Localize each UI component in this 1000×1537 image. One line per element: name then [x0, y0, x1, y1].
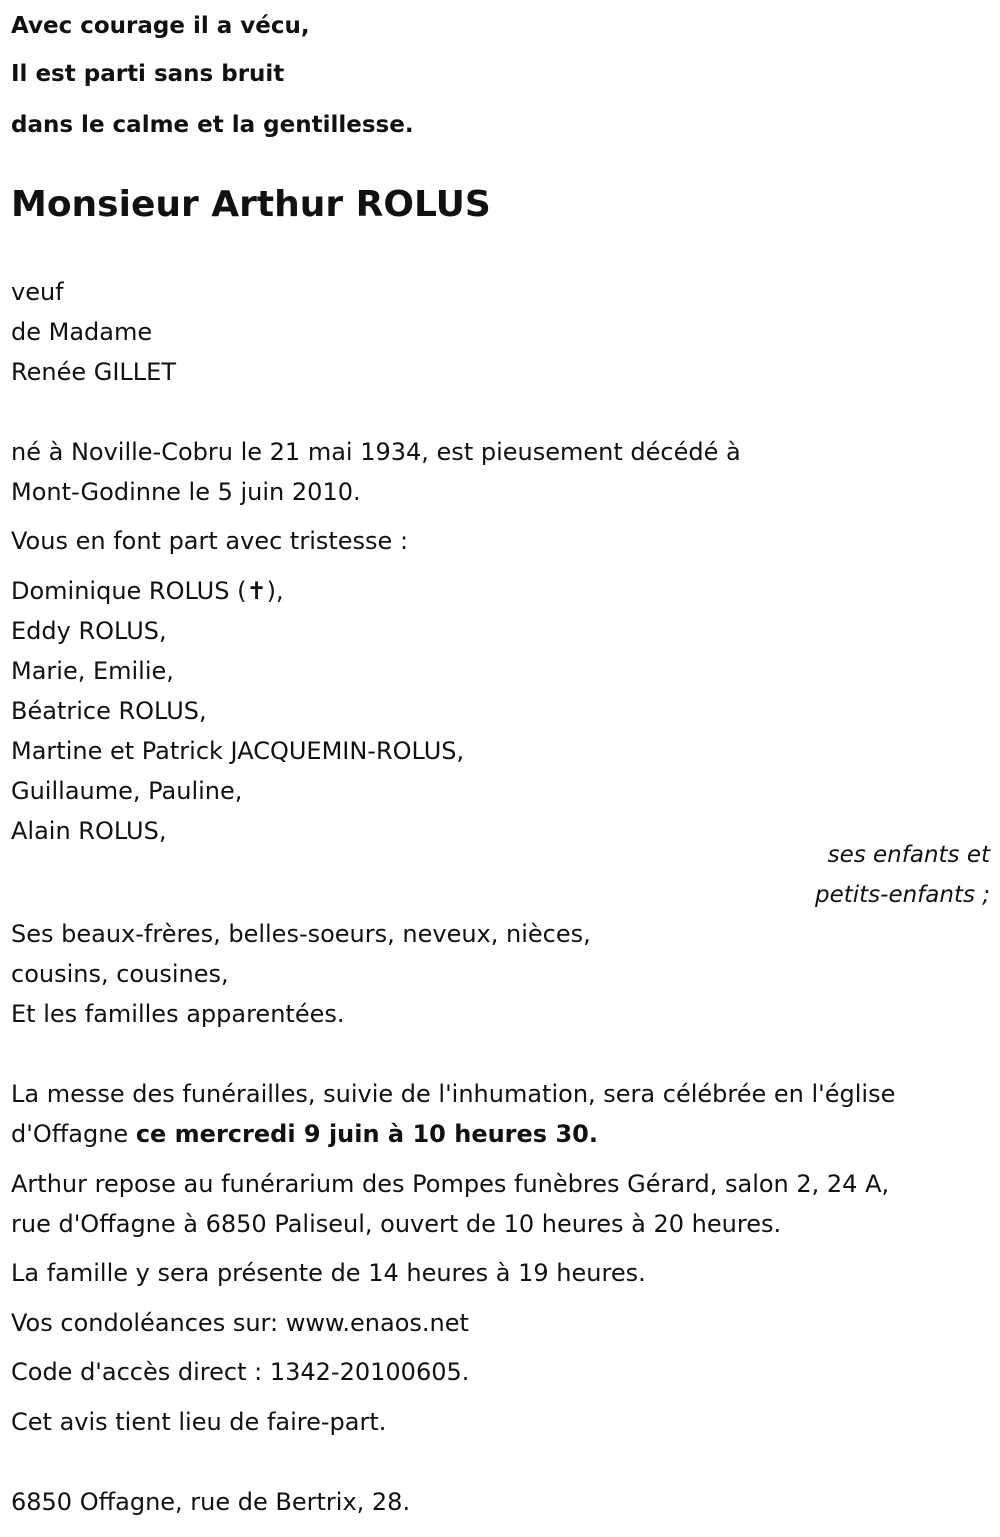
access-code: Code d'accès direct : 1342-20100605.: [11, 1358, 470, 1386]
family-member: Béatrice ROLUS,: [11, 697, 207, 725]
condolences: Vos condoléances sur: www.enaos.net: [11, 1309, 469, 1337]
children-label-line-2: petits-enfants ;: [814, 882, 990, 908]
announcement: Vous en font part avec tristesse :: [11, 527, 409, 555]
family-member: Eddy ROLUS,: [11, 617, 167, 645]
family-presence: La famille y sera présente de 14 heures à 19 heures.: [11, 1259, 646, 1287]
widower-line-1: veuf: [11, 278, 64, 306]
birth-death-line-2: Mont-Godinne le 5 juin 2010.: [11, 478, 361, 506]
funeral-place: d'Offagne: [11, 1120, 136, 1148]
relatives-line-3: Et les familles apparentées.: [11, 1000, 345, 1028]
funerarium-line-2: rue d'Offagne à 6850 Paliseul, ouvert de 10 heures à 20 heures.: [11, 1210, 782, 1238]
family-member: Dominique ROLUS (✝),: [11, 577, 284, 605]
funeral-line-2: [11, 1114, 598, 1154]
family-member: Alain ROLUS,: [11, 817, 167, 845]
relatives-line-1: Ses beaux-frères, belles-soeurs, neveux, nièces,: [11, 920, 591, 948]
funeral-line-1: La messe des funérailles, suivie de l'inhumation, sera célébrée en l'église: [11, 1080, 896, 1108]
widower-line-3: Renée GILLET: [11, 358, 176, 386]
poem-line-2: Il est parti sans bruit: [11, 61, 285, 87]
poem-line-3: dans le calme et la gentillesse.: [11, 112, 414, 138]
family-member: Martine et Patrick JACQUEMIN-ROLUS,: [11, 737, 465, 765]
family-member: Marie, Emilie,: [11, 657, 174, 685]
family-member: Guillaume, Pauline,: [11, 777, 243, 805]
widower-line-2: de Madame: [11, 318, 153, 346]
notice: Cet avis tient lieu de faire-part.: [11, 1408, 387, 1436]
relatives-line-2: cousins, cousines,: [11, 960, 229, 988]
birth-death-line-1: né à Noville-Cobru le 21 mai 1934, est pieusement décédé à: [11, 438, 741, 466]
children-label-line-1: ses enfants et: [827, 842, 990, 868]
address: 6850 Offagne, rue de Bertrix, 28.: [11, 1488, 411, 1516]
funeral-datetime: ce mercredi 9 juin à 10 heures 30.: [135, 1120, 598, 1148]
funerarium-line-1: Arthur repose au funérarium des Pompes funèbres Gérard, salon 2, 24 A,: [11, 1170, 890, 1198]
poem-line-1: Avec courage il a vécu,: [11, 13, 310, 39]
deceased-name: Monsieur Arthur ROLUS: [11, 184, 491, 225]
